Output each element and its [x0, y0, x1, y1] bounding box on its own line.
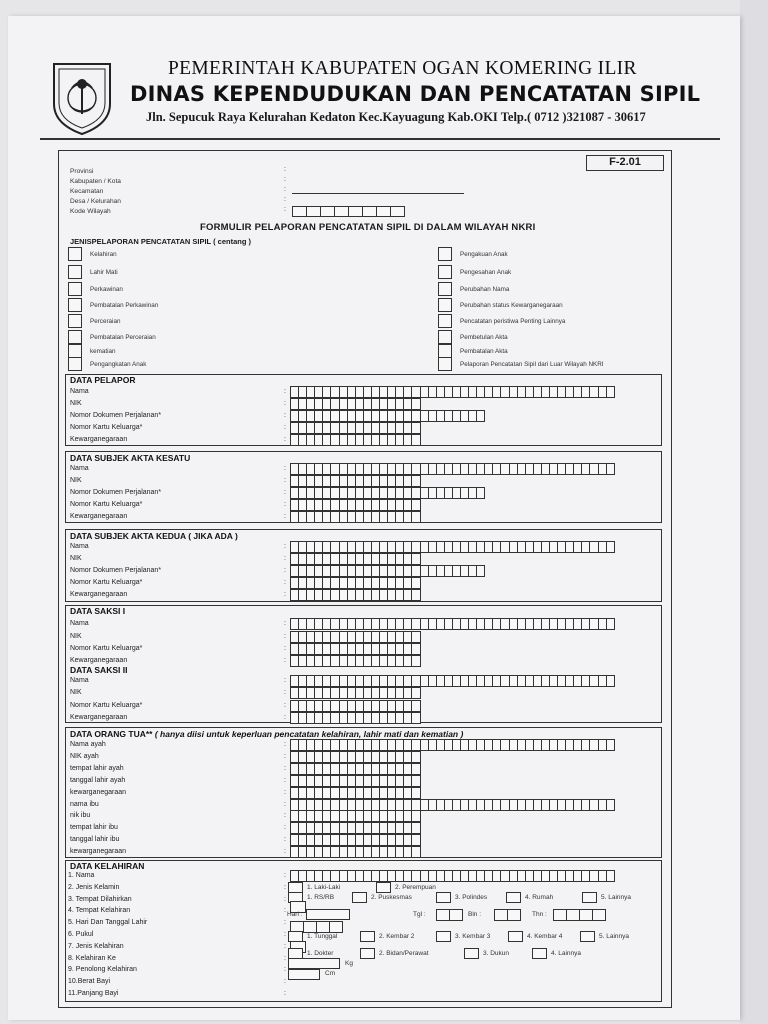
jenis-checkbox[interactable]: [438, 357, 452, 371]
field-char-boxes[interactable]: [290, 675, 614, 687]
field-char-boxes[interactable]: [290, 846, 420, 858]
field-colon: :: [284, 788, 286, 796]
jenis-checkbox[interactable]: [438, 265, 452, 279]
option-label: 1. Dokter: [307, 950, 334, 957]
option-label: 1. RS/RB: [307, 894, 335, 901]
field-label: 1. Nama: [68, 872, 95, 879]
section-title: DATA KELAHIRAN: [70, 861, 145, 871]
jenis-option-label: Lahir Mati: [90, 269, 118, 276]
field-char-boxes[interactable]: [290, 487, 484, 499]
field-char-boxes[interactable]: [290, 700, 420, 712]
field-label: Kewarganegaraan: [70, 657, 128, 664]
field-label: Kewarganegaraan: [70, 714, 128, 721]
field-label: Kewarganegaraan: [70, 436, 128, 443]
field-char-boxes[interactable]: [290, 751, 420, 763]
option-checkbox[interactable]: [532, 948, 547, 959]
field-colon: :: [284, 800, 286, 808]
field-label: NIK ayah: [70, 752, 99, 760]
thn-boxes[interactable]: [553, 909, 605, 921]
field-label: Nama: [70, 620, 89, 627]
field-label: nik ibu: [70, 812, 91, 820]
panjang-unit: Cm: [325, 970, 336, 977]
field-colon: :: [284, 942, 286, 950]
field-colon: :: [284, 436, 286, 443]
nama-bayi-boxes[interactable]: [290, 870, 614, 882]
field-label: 3. Tempat Dilahirkan: [68, 895, 132, 903]
field-label: tanggal lahir ayah: [70, 776, 126, 784]
field-colon: :: [284, 990, 286, 997]
field-colon: :: [284, 489, 286, 496]
field-colon: :: [284, 919, 286, 927]
option-label: 2. Puskesmas: [371, 894, 412, 901]
bln-label: Bln :: [468, 911, 482, 918]
header-agency-line: DINAS KEPENDUDUKAN DAN PENCATATAN SIPIL: [130, 82, 701, 106]
field-label: 4. Tempat Kelahiran: [68, 907, 131, 915]
field-label: NIK: [70, 400, 82, 407]
header-government-line: PEMERINTAH KABUPATEN OGAN KOMERING ILIR: [168, 58, 637, 79]
hari-box[interactable]: [306, 909, 350, 920]
kecamatan-line[interactable]: [292, 193, 464, 194]
page-edge-shadow: [740, 0, 768, 1024]
field-colon: :: [284, 591, 286, 598]
option-checkbox[interactable]: [582, 892, 597, 903]
field-label: 5. Hari Dan Tanggal Lahir: [68, 919, 148, 927]
field-char-boxes[interactable]: [290, 475, 420, 487]
jenis-option-label: Kelahiran: [90, 251, 117, 258]
field-colon: :: [284, 702, 286, 709]
field-colon: :: [284, 567, 286, 574]
field-label: Nama: [70, 465, 89, 472]
jenis-checkbox[interactable]: [438, 298, 452, 312]
option-checkbox[interactable]: [360, 931, 375, 942]
field-colon: :: [284, 764, 286, 772]
field-char-boxes[interactable]: [290, 410, 484, 422]
field-label: tempat lahir ayah: [70, 764, 124, 772]
field-char-boxes[interactable]: [290, 463, 614, 475]
jenis-pelaporan-title: JENISPELAPORAN PENCATATAN SIPIL ( centang ): [70, 237, 251, 246]
field-label: Nomor Dokumen Perjalanan*: [70, 567, 162, 574]
field-colon: :: [284, 388, 286, 395]
field-label: 2. Jenis Kelamin: [68, 883, 120, 891]
field-colon: :: [284, 978, 286, 986]
option-label: 2. Kembar 2: [379, 933, 415, 940]
section-title: [70, 729, 463, 739]
field-label: Nomor Kartu Keluarga*: [70, 645, 143, 652]
hari-label: Hari :: [287, 911, 303, 918]
field-char-boxes[interactable]: [290, 499, 420, 511]
jenis-checkbox[interactable]: [68, 314, 82, 328]
jenis-option-label: Pembatalan Perceraian: [90, 334, 156, 341]
region-label: Kabupaten / Kota: [70, 178, 121, 185]
form-title: FORMULIR PELAPORAN PENCATATAN SIPIL DI DALAM WILAYAH NKRI: [200, 222, 536, 233]
field-label: kewarganegaraan: [70, 788, 127, 796]
field-label: Nomor Dokumen Perjalanan*: [70, 489, 162, 496]
jenis-option-label: Pengakuan Anak: [460, 251, 508, 258]
jenis-option-label: Pembetulan Akta: [460, 334, 508, 341]
field-colon: :: [284, 657, 286, 664]
field-colon: :: [284, 883, 286, 891]
jenis-checkbox[interactable]: [438, 344, 452, 358]
berat-unit: Kg: [345, 960, 353, 967]
field-label: Kewarganegaraan: [70, 513, 128, 520]
field-colon: :: [284, 824, 286, 832]
field-colon: :: [284, 465, 286, 472]
field-colon: :: [284, 848, 286, 856]
field-label: 11.Panjang Bayi: [68, 990, 119, 997]
option-label: 2. Perempuan: [395, 884, 436, 891]
option-label: 3. Polindes: [455, 894, 488, 901]
region-label: Kecamatan: [70, 188, 104, 195]
field-label: Kewarganegaraan: [70, 591, 128, 598]
field-char-boxes[interactable]: [290, 822, 420, 834]
field-char-boxes[interactable]: [290, 799, 614, 811]
field-label: 10.Berat Bayi: [68, 978, 111, 986]
option-label: 4. Lainnya: [551, 950, 581, 957]
field-label: Nama ayah: [70, 741, 106, 748]
thn-label: Thn :: [532, 911, 547, 918]
field-colon: :: [284, 620, 286, 627]
jenis-checkbox[interactable]: [68, 247, 82, 261]
field-char-boxes[interactable]: [290, 739, 614, 751]
jenis-checkbox[interactable]: [438, 247, 452, 261]
field-colon: :: [284, 741, 286, 748]
field-colon: :: [284, 645, 286, 652]
section-title-text: DATA ORANG TUA**: [70, 729, 153, 739]
berat-bayi-box[interactable]: [288, 958, 340, 969]
field-label: 8. Kelahiran Ke: [68, 954, 116, 962]
field-char-boxes[interactable]: [290, 655, 420, 667]
option-checkbox[interactable]: [376, 882, 391, 893]
field-colon: :: [284, 931, 286, 938]
jenis-option-label: Pencatatan peristiwa Penting Lainnya: [460, 318, 566, 325]
field-colon: :: [284, 424, 286, 431]
field-colon: :: [284, 677, 286, 684]
field-char-boxes[interactable]: [290, 810, 420, 822]
field-char-boxes[interactable]: [290, 787, 420, 799]
field-label: tempat lahir ibu: [70, 824, 118, 832]
option-checkbox[interactable]: [464, 948, 479, 959]
region-label: Kode Wilayah: [70, 208, 111, 215]
jenis-option-label: Perceraian: [90, 318, 121, 325]
panjang-bayi-box[interactable]: [288, 969, 320, 980]
section-title-note: ( hanya diisi untuk keperluan pencatatan kelahiran, lahir mati dan kematian ): [154, 729, 464, 739]
field-label: Nama: [70, 388, 89, 395]
field-colon: :: [284, 689, 286, 696]
jenis-checkbox[interactable]: [438, 282, 452, 296]
field-char-boxes[interactable]: [290, 422, 420, 434]
header-divider: [40, 138, 720, 140]
field-char-boxes[interactable]: [290, 687, 420, 699]
field-colon: :: [284, 477, 286, 484]
field-char-boxes[interactable]: [290, 386, 614, 398]
field-char-boxes[interactable]: [290, 511, 420, 523]
field-label: Nama: [70, 543, 89, 550]
option-checkbox[interactable]: [360, 948, 375, 959]
field-char-boxes[interactable]: [290, 398, 420, 410]
field-char-boxes[interactable]: [290, 553, 420, 565]
field-colon: :: [284, 412, 286, 419]
option-label: 4. Kembar 4: [527, 933, 563, 940]
option-label: 1. Laki-Laki: [307, 884, 341, 891]
tgl-label: Tgl :: [413, 911, 426, 918]
jenis-checkbox[interactable]: [68, 282, 82, 296]
field-colon: :: [284, 543, 286, 550]
field-char-boxes[interactable]: [290, 434, 420, 446]
option-checkbox[interactable]: [508, 931, 523, 942]
field-char-boxes[interactable]: [290, 577, 420, 589]
jenis-option-label: Perubahan status Kewarganegaraan: [460, 302, 563, 309]
jenis-checkbox[interactable]: [438, 330, 452, 344]
option-label: 3. Kembar 3: [455, 933, 491, 940]
jenis-checkbox[interactable]: [68, 265, 82, 279]
section-title: DATA PELAPOR: [70, 375, 136, 385]
jenis-option-label: Pelaporan Pencatatan Sipil dari Luar Wilayah NKRI: [460, 361, 604, 368]
field-colon: :: [284, 895, 286, 903]
field-label: NIK: [70, 555, 82, 562]
field-label: nama ibu: [70, 800, 99, 808]
field-label: Nomor Kartu Keluarga*: [70, 702, 143, 709]
jenis-option-label: Pembatalan Perkawinan: [90, 302, 159, 309]
field-label: NIK: [70, 689, 82, 696]
field-colon: :: [284, 812, 286, 820]
jenis-option-label: Pengangkatan Anak: [90, 361, 147, 368]
option-checkbox[interactable]: [436, 931, 451, 942]
section-title: DATA SUBJEK AKTA KEDUA ( JIKA ADA ): [70, 531, 238, 541]
field-label: tanggal lahir ibu: [70, 836, 120, 844]
section-title: DATA SUBJEK AKTA KESATU: [70, 453, 191, 463]
field-colon: :: [284, 966, 286, 974]
field-label: kewarganegaraan: [70, 848, 127, 856]
field-label: Nomor Kartu Keluarga*: [70, 501, 143, 508]
field-colon: :: [284, 555, 286, 562]
field-char-boxes[interactable]: [290, 618, 614, 630]
option-label: 3. Dukun: [483, 950, 510, 957]
field-char-boxes[interactable]: [290, 775, 420, 787]
bln-boxes[interactable]: [494, 909, 520, 921]
jenis-option-label: kematian: [90, 348, 116, 355]
field-colon: :: [284, 752, 286, 760]
field-colon: :: [284, 501, 286, 508]
jenis-option-label: Perkawinan: [90, 286, 123, 293]
field-label: NIK: [70, 633, 82, 640]
field-char-boxes[interactable]: [290, 631, 420, 643]
field-label: Nama: [70, 677, 89, 684]
option-checkbox[interactable]: [436, 892, 451, 903]
field-char-boxes[interactable]: [290, 712, 420, 724]
section-title: DATA SAKSI II: [70, 665, 128, 675]
field-colon: :: [284, 872, 286, 879]
field-label: NIK: [70, 477, 82, 484]
tgl-boxes[interactable]: [436, 909, 462, 921]
option-checkbox[interactable]: [580, 931, 595, 942]
field-label: 7. Jenis Kelahiran: [68, 942, 124, 950]
form-code-box: F-2.01: [586, 155, 664, 171]
jenis-option-label: Pembatalan Akta: [460, 348, 508, 355]
jenis-checkbox[interactable]: [68, 298, 82, 312]
field-char-boxes[interactable]: [290, 541, 614, 553]
jenis-checkbox[interactable]: [438, 314, 452, 328]
ogan-komering-ilir-logo-icon: [46, 54, 118, 136]
option-label: 5. Lainnya: [599, 933, 629, 940]
field-colon: :: [284, 907, 286, 915]
section-title: DATA SAKSI I: [70, 606, 126, 616]
field-colon: :: [284, 714, 286, 721]
jenis-option-label: Pengesahan Anak: [460, 269, 512, 276]
field-colon: :: [284, 633, 286, 640]
field-colon: :: [284, 776, 286, 784]
field-label: Nomor Kartu Keluarga*: [70, 579, 143, 586]
field-char-boxes[interactable]: [290, 565, 484, 577]
jenis-checkbox[interactable]: [68, 330, 82, 344]
field-char-boxes[interactable]: [290, 643, 420, 655]
region-label: Provinsi: [70, 168, 94, 175]
option-label: 4. Rumah: [525, 894, 554, 901]
field-colon: :: [284, 400, 286, 407]
field-colon: :: [284, 513, 286, 520]
option-label: 5. Lainnya: [601, 894, 631, 901]
jenis-checkbox[interactable]: [68, 344, 82, 358]
kode-wilayah-boxes[interactable]: [292, 206, 404, 217]
region-label: Desa / Kelurahan: [70, 198, 121, 205]
field-char-boxes[interactable]: [290, 763, 420, 775]
option-label: 2. Bidan/Perawat: [379, 950, 429, 957]
field-label: Nomor Dokumen Perjalanan*: [70, 412, 162, 419]
jenis-option-label: Perubahan Nama: [460, 286, 510, 293]
option-checkbox[interactable]: [352, 892, 367, 903]
field-char-boxes[interactable]: [290, 834, 420, 846]
field-label: Nomor Kartu Keluarga*: [70, 424, 143, 431]
header-address: Jln. Sepucuk Raya Kelurahan Kedaton Kec.Kayuagung Kab.OKI Telp.( 0712 )321087 - 30617: [146, 110, 646, 124]
field-colon: :: [284, 579, 286, 586]
field-colon: :: [284, 954, 286, 962]
option-checkbox[interactable]: [506, 892, 521, 903]
jenis-checkbox[interactable]: [68, 357, 82, 371]
field-label: 9. Penolong Kelahiran: [68, 966, 137, 974]
field-char-boxes[interactable]: [290, 589, 420, 601]
field-label: 6. Pukul: [68, 931, 94, 938]
field-colon: :: [284, 836, 286, 844]
option-label: 1. Tunggal: [307, 933, 338, 940]
